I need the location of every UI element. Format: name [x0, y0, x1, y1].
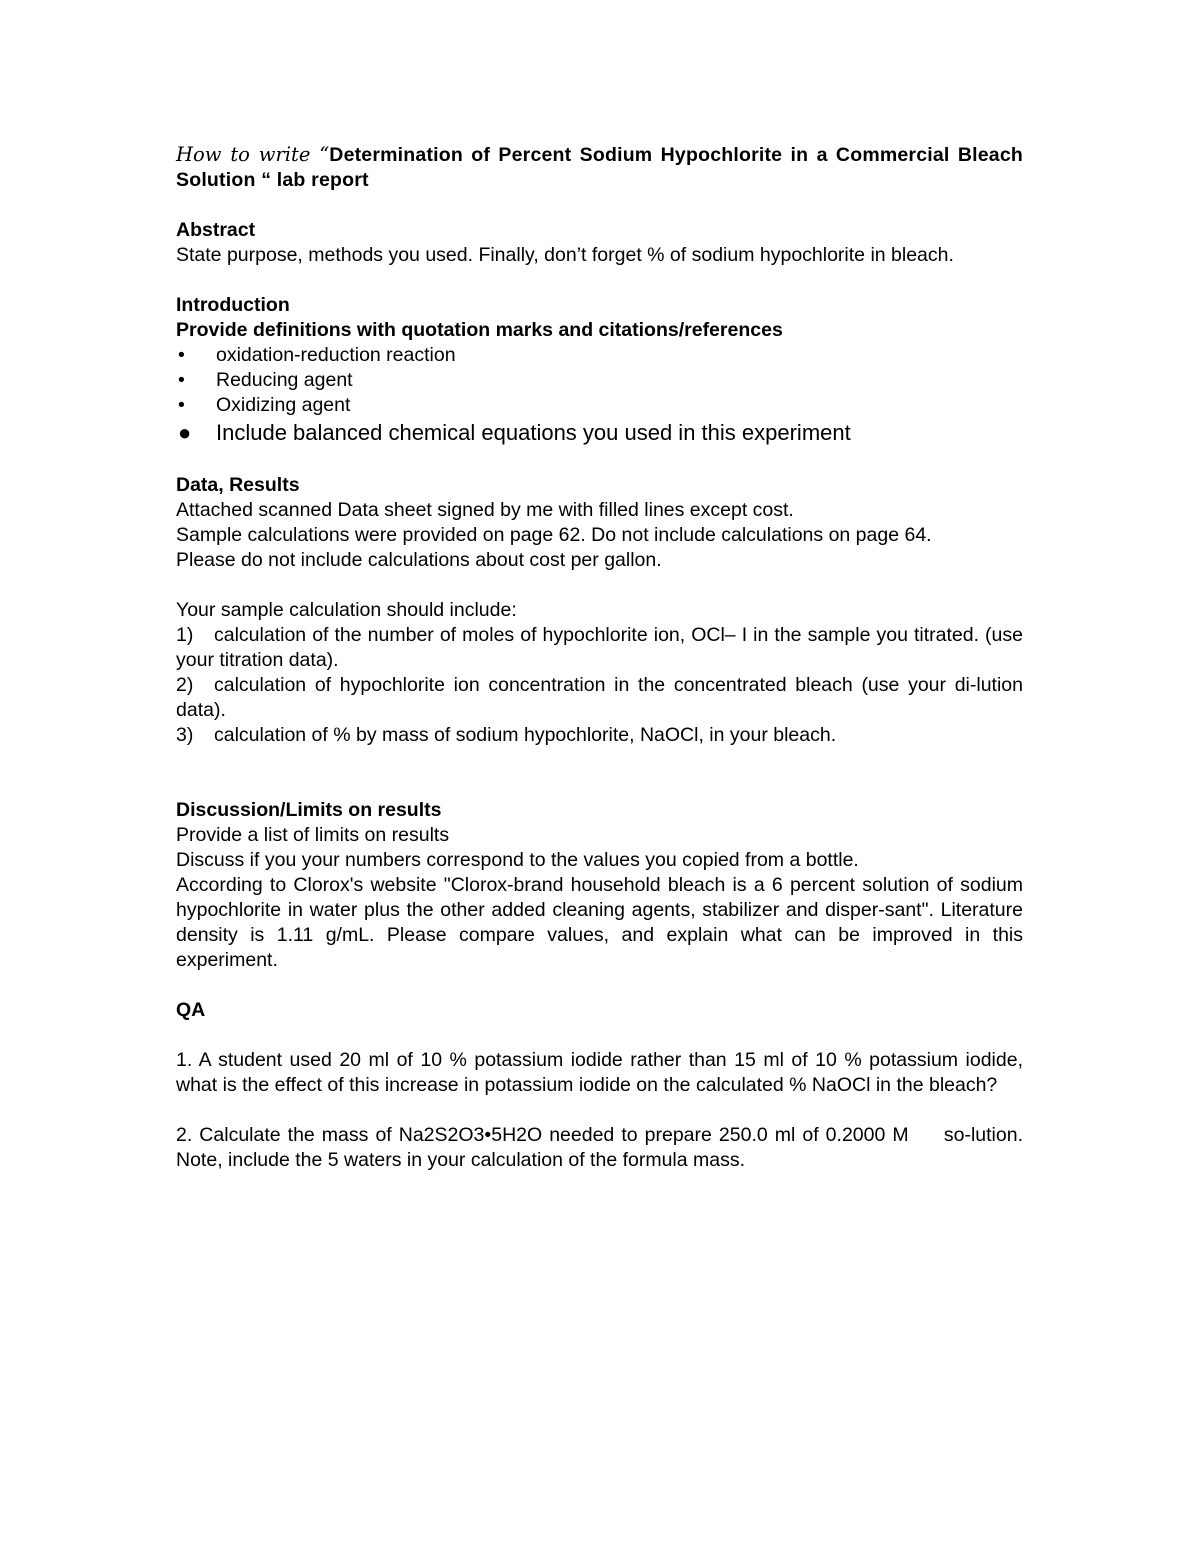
- item-number: 3): [176, 724, 194, 746]
- item-number: 1): [176, 624, 194, 646]
- definition-list: [176, 343, 1023, 448]
- document-page: [176, 142, 1029, 1173]
- list-item: [176, 418, 1023, 448]
- bullet-icon: •: [178, 344, 185, 366]
- list-item: [176, 368, 1023, 393]
- item-text: calculation of hypochlorite ion concentration in the concentrated bleach (use your di-lution data).: [176, 674, 1023, 721]
- sample-calculation-intro: Your sample calculation should include:: [176, 599, 517, 621]
- list-item-text: oxidation-reduction reaction: [216, 344, 456, 366]
- abstract-text: State purpose, methods you used. Finally, don’t forget % of sodium hypochlorite in bleach.: [176, 244, 954, 266]
- title-main: Determination of Percent Sodium Hypochlorite in a Commercial Bleach Solution “ lab report: [176, 144, 1024, 191]
- list-item: [176, 343, 1023, 368]
- list-item-text: Include balanced chemical equations you used in this experiment: [216, 420, 851, 445]
- calculation-item: [176, 623, 1023, 673]
- bullet-icon: •: [178, 394, 185, 416]
- abstract-section: [176, 218, 1023, 268]
- qa-question: 1. A student used 20 ml of 10 % potassium iodide rather than 15 ml of 10 % potassium iodide, what is the effect of this increase in potassium iodide on the calculated % NaOCl in the bleach?: [176, 1049, 1023, 1096]
- abstract-heading: Abstract: [176, 219, 256, 241]
- data-results-line: Please do not include calculations about cost per gallon.: [176, 549, 662, 571]
- bullet-icon: ●: [178, 420, 192, 445]
- qa-section: [176, 998, 1029, 1173]
- data-results-section: [176, 473, 1023, 748]
- qa-question: 2. Calculate the mass of Na2S2O3•5H2O needed to prepare 250.0 ml of 0.2000 M so-lution. Note, include the 5 waters in your calculation of the formula mass.: [176, 1124, 1029, 1171]
- data-results-line: Sample calculations were provided on page 62. Do not include calculations on page 64.: [176, 524, 932, 546]
- item-text: calculation of % by mass of sodium hypochlorite, NaOCl, in your bleach.: [214, 724, 837, 746]
- introduction-subheading: Provide definitions with quotation marks and citations/references: [176, 319, 783, 341]
- discussion-paragraph: According to Clorox's website "Clorox-brand household bleach is a 6 percent solution of sodium hypochlorite in water plus the other added cleaning agents, stabilizer and disper-sant". Literature density is 1.11 g/mL. Please compare values, and explain what can be improved in this experiment.: [176, 874, 1023, 971]
- list-item-text: Oxidizing agent: [216, 394, 351, 416]
- calculation-item: [176, 673, 1023, 723]
- list-item-text: Reducing agent: [216, 369, 353, 391]
- discussion-heading: Discussion/Limits on results: [176, 799, 442, 821]
- discussion-line: Discuss if you your numbers correspond to the values you copied from a bottle.: [176, 849, 859, 871]
- introduction-heading: Introduction: [176, 294, 290, 316]
- data-results-heading: Data, Results: [176, 474, 300, 496]
- item-text: calculation of the number of moles of hypochlorite ion, OCl– I in the sample you titrated. (use your titration data).: [176, 624, 1023, 671]
- introduction-section: [176, 293, 1023, 448]
- qa-heading: QA: [176, 999, 206, 1021]
- discussion-section: [176, 798, 1023, 973]
- document-title: [176, 142, 1023, 193]
- data-results-line: Attached scanned Data sheet signed by me with filled lines except cost.: [176, 499, 794, 521]
- list-item: [176, 393, 1023, 418]
- calculation-item: [176, 723, 1023, 748]
- item-number: 2): [176, 674, 194, 696]
- bullet-icon: •: [178, 369, 185, 391]
- discussion-line: Provide a list of limits on results: [176, 824, 450, 846]
- title-lead: How to write “: [176, 143, 330, 166]
